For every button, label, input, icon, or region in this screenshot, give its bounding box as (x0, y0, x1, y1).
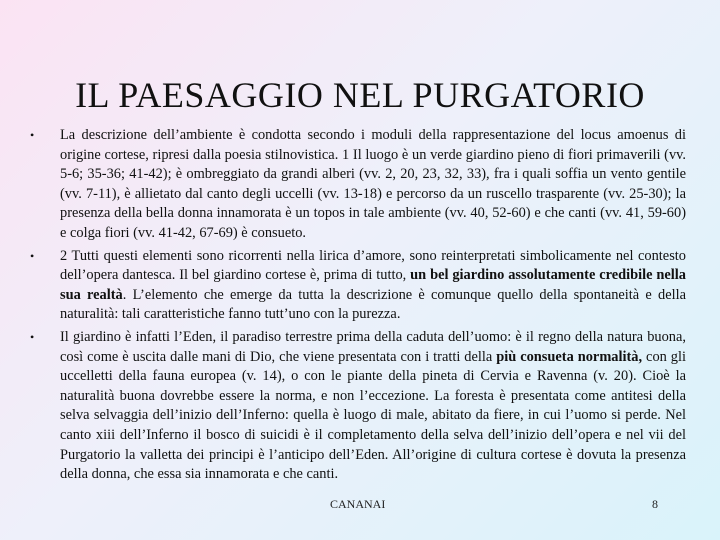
bullet-marker: • (30, 329, 35, 344)
bullet-marker: • (30, 128, 35, 142)
bullet-marker: • (30, 248, 35, 263)
bullet-text: Il giardino è infatti l’Eden, il paradiso terrestre prima della caduta dell’uomo: è il regno della natura buona, così come è uscita dalle mani di Dio, che viene presentata con i tratti della (60, 328, 686, 365)
bullet-text: con gli uccelletti della fauna europea (v. 14), o con le piante della pineta di Cervia e Ravenna (v. 20). Cioè la naturalità buona dovrebbe essere la norma, e non l’eccezione. La foresta è presentata come antitesi della selva selvaggia dell’inizio dell’Inferno: quella è luogo di male, abitato da fiere, in cui l’uomo si perde. Nel canto xiii dell’Inferno il bosco di suicidi è il completamento della selva dell’inizio dell’opera e nel vii del Purgatorio la valletta dei principi è l’anticipo dell’Eden. All’origine di cultura cortese è dovuta la presenza della donna, che essa sia innamorata e che canti. (60, 348, 686, 483)
bullet-item (30, 328, 686, 485)
bullet-text-bold: più consueta normalità, (496, 348, 643, 365)
bullet-list (30, 126, 686, 485)
bullet-item (30, 126, 686, 244)
bullet-text: . L’elemento che emerge da tutta la descrizione è comunque quello della spontaneità e della naturalità: tali caratteristiche fanno tutt’uno con la purezza. (60, 286, 687, 323)
footer-author: CANANAI (330, 497, 386, 511)
bullet-item (30, 247, 686, 325)
bullet-text-bold: un bel giardino assolutamente credibile nella sua realtà (60, 267, 687, 303)
bullet-text: 2 Tutti questi elementi sono ricorrenti nella lirica d’amore, sono reinterpretati simbolicamente nel contesto dell’opera dantesca. Il bel giardino cortese è, prima di tutto, (60, 247, 686, 284)
page-number: 8 (652, 497, 658, 511)
bullet-text: La descrizione dell’ambiente è condotta secondo i moduli della rappresentazione del locus amoenus di origine cortese, ripresi dalla poesia stilnovistica. 1 Il luogo è un verde giardino pieno di fiori primaverili (vv. 5-6; 35-36; 41-42); è ombreggiato da grandi alberi (vv. 2, 20, 23, 32, 33), fra i quali soffia un vento gentile (vv. 7-11), è allietato dal canto degli uccelli (vv. 13-18) e percorso da un ruscello trasparente (vv. 25-30); la presenza della bella donna innamorata è un topos in tale ambiente (vv. 40, 52-60) e che canti (vv. 41, 59-60) e colga fiori (vv. 41-42, 67-69) è consueto. (60, 127, 686, 241)
slide-title: IL PAESAGGIO NEL PURGATORIO (75, 75, 645, 115)
